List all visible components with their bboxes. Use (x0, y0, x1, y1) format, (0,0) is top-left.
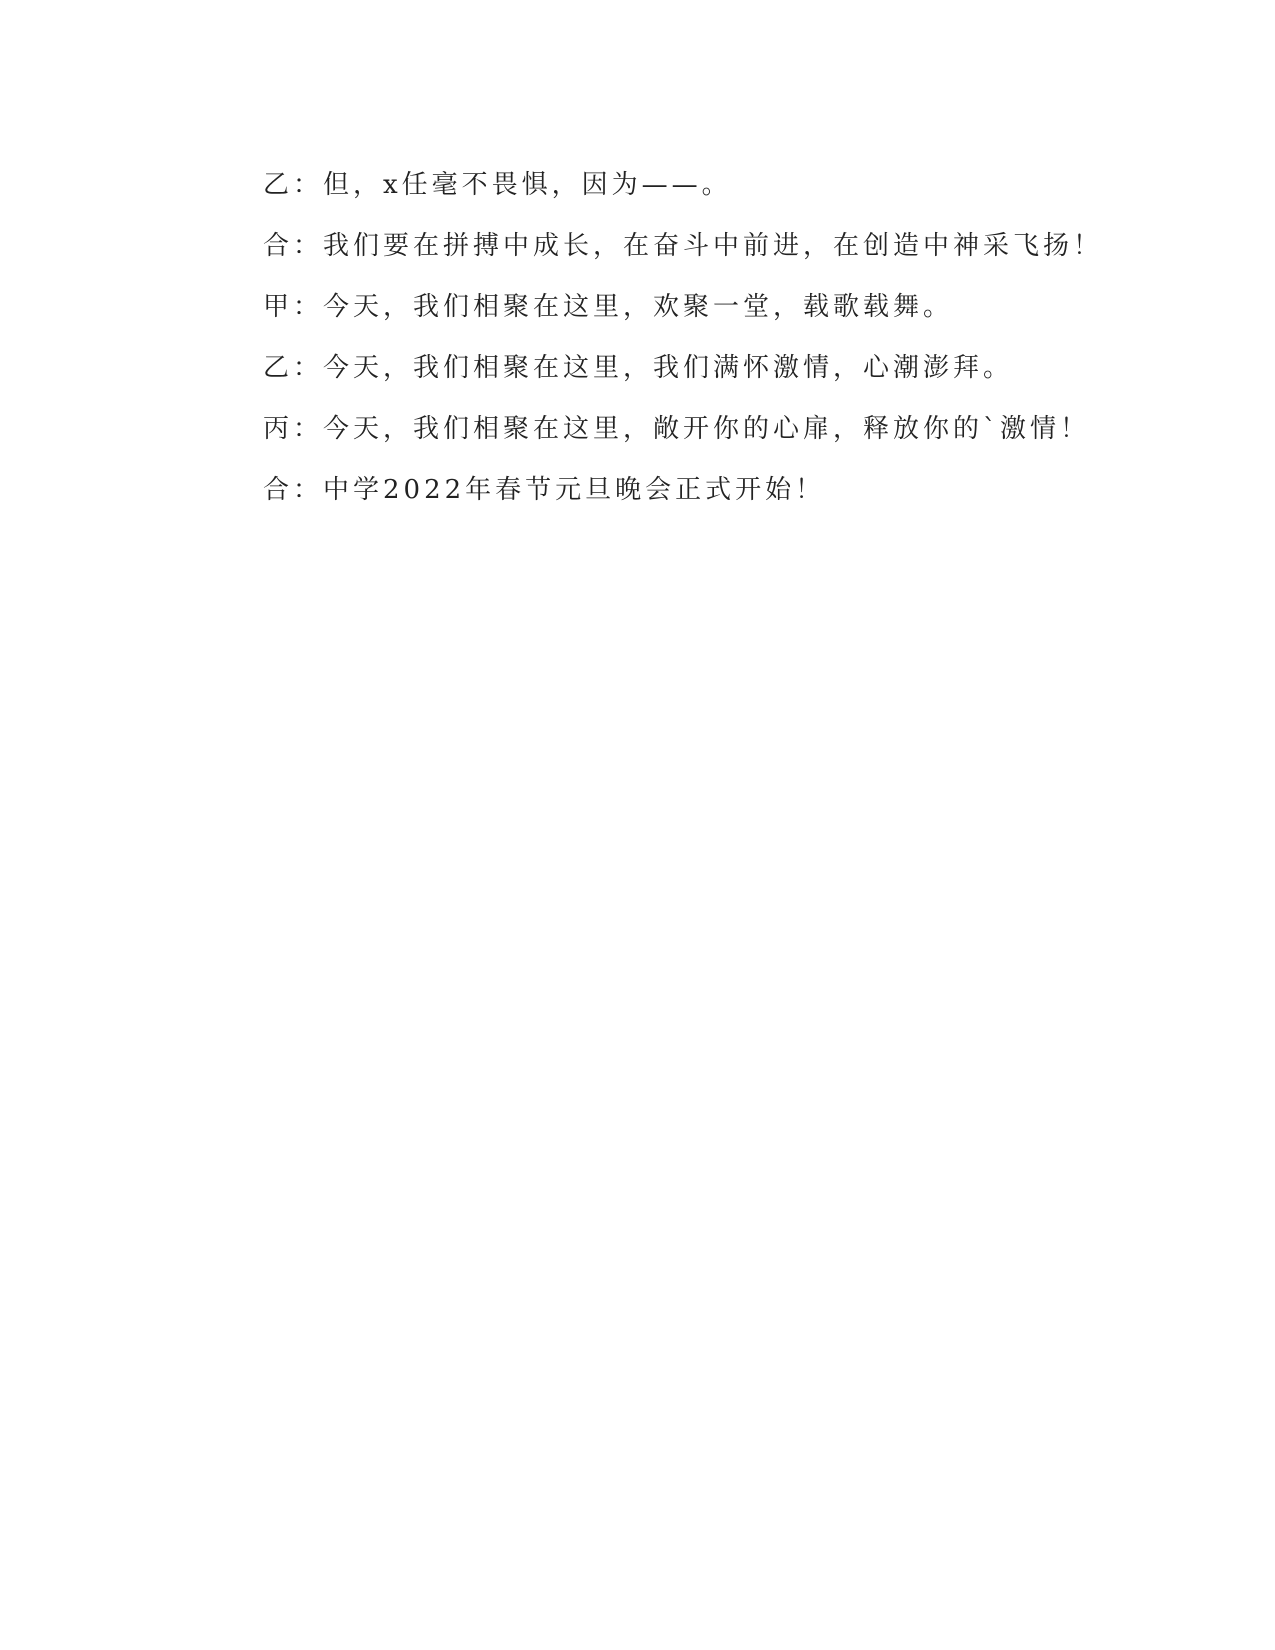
dialogue-line: 乙：但，x任毫不畏惧，因为——。 (263, 170, 732, 200)
dialogue-line: 丙：今天，我们相聚在这里，敞开你的心扉，释放你的`激情！ (263, 414, 1091, 444)
document-body (263, 168, 1104, 534)
dialogue-line: 合：中学2022年春节元旦晚会正式开始！ (263, 475, 826, 505)
dialogue-line: 甲：今天，我们相聚在这里，欢聚一堂，载歌载舞。 (263, 292, 954, 322)
dialogue-line: 合：我们要在拼搏中成长，在奋斗中前进，在创造中神采飞扬！ (263, 231, 1104, 261)
dialogue-line: 乙：今天，我们相聚在这里，我们满怀激情，心潮澎拜。 (263, 353, 1014, 383)
